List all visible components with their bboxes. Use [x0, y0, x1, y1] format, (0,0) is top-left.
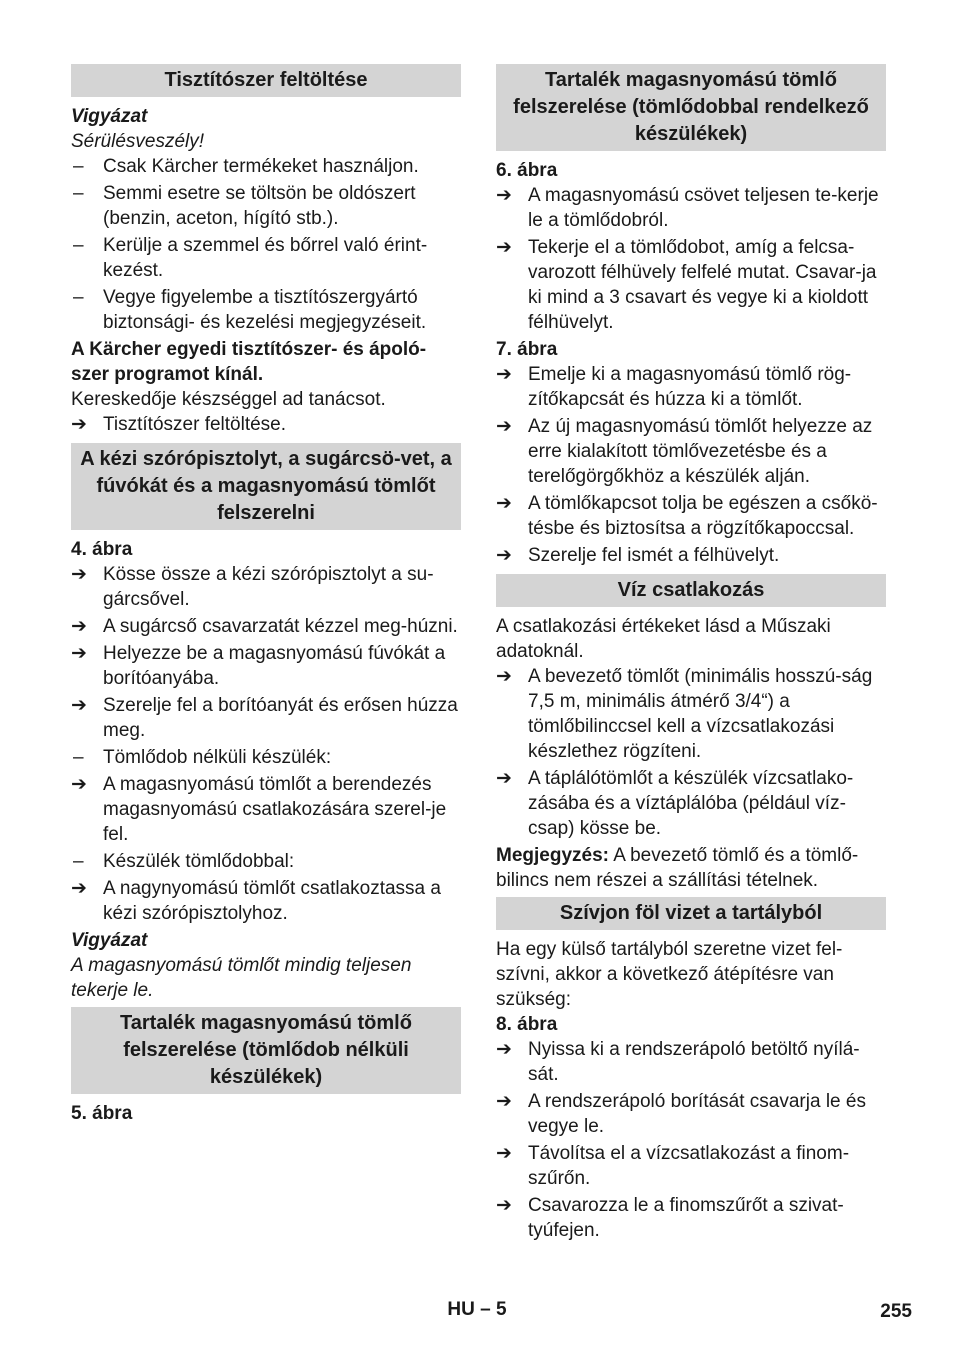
list-item: – Tömlődob nélküli készülék:	[73, 747, 332, 768]
list-item: ➔ A táplálótömlőt a készülék vízcsatlako-zásába és a víztáplálóba (például víz-csap) kösse be.	[496, 768, 854, 839]
footer-lang: HU	[447, 1299, 475, 1320]
list-item: ➔ Tekerje el a tömlődobot, amíg a felcsa-varozott félhüvely felfelé mutat. Csavar-ja ki mind a 3 csavart és vegye ki a kioldott félhüvelyt.	[496, 237, 877, 333]
dealer-advice: Kereskedője készséggel ad tanácsot.	[71, 389, 386, 410]
danger-text: Sérülésveszély!	[71, 131, 205, 152]
section-heading-spare-hose-drum: Tartalék magasnyomású tömlő felszerelése (tömlődobbal rendelkező készülékek)	[496, 64, 886, 151]
list-item: ➔ Szerelje fel a borítóanyát és erősen húzza meg.	[71, 695, 458, 741]
list-item: ➔ Tisztítószer feltöltése.	[71, 414, 287, 435]
dash-marker: –	[73, 747, 84, 768]
arrow-icon: ➔	[71, 878, 87, 899]
arrow-icon: ➔	[71, 414, 87, 435]
list-item: ➔ Emelje ki a magasnyomású tömlő rög-zítőkapcsát és húzza ki a tömlőt.	[496, 364, 852, 410]
arrow-icon: ➔	[496, 666, 512, 687]
arrow-icon: ➔	[71, 643, 87, 664]
list-item: ➔ Szerelje fel ismét a félhüvelyt.	[496, 545, 780, 566]
right-column	[496, 64, 886, 1245]
water-intro: A csatlakozási értékeket lásd a Műszaki adatoknál.	[496, 616, 831, 662]
left-column	[71, 64, 461, 1126]
dash-marker: –	[73, 183, 84, 204]
arrow-icon: ➔	[496, 237, 512, 258]
list-item: ➔ A bevezető tömlőt (minimális hosszú-ság 7,5 m, minimális átmérő 3/4“) a tömlőbilinccsel kell a vízcsatlakozási készlethez rögzíteni.	[496, 666, 873, 762]
figure-reference: 7. ábra	[496, 339, 558, 360]
dash-marker: –	[73, 156, 84, 177]
caution-label: Vigyázat	[71, 106, 148, 127]
list-item: ➔ Kösse össze a kézi szórópisztolyt a su-gárcsővel.	[71, 564, 434, 610]
arrow-icon: ➔	[496, 416, 512, 437]
arrow-icon: ➔	[71, 564, 87, 585]
list-item: ➔ A magasnyomású tömlőt a berendezés magasnyomású csatlakozására szerel-je fel.	[71, 774, 447, 845]
list-item: ➔ Csavarozza le a finomszűrőt a szivat-tyúfejen.	[496, 1195, 844, 1241]
karcher-program-note: A Kärcher egyedi tisztítószer- és ápoló-szer programot kínál.	[71, 339, 427, 385]
section-heading-water-connection: Víz csatlakozás	[496, 574, 886, 607]
tank-intro: Ha egy külső tartályból szeretne vizet fel-szívni, akkor a következő átépítésre van szükség:	[496, 939, 843, 1010]
list-item: – Semmi esetre se töltsön be oldószert (benzin, aceton, hígító stb.).	[73, 183, 416, 229]
list-item: – Vegye figyelembe a tisztítószergyártó biztonsági- és kezelési megjegyzéseit.	[73, 287, 427, 333]
section-heading-cleaning-agent: Tisztítószer feltöltése	[71, 64, 461, 97]
section-heading-assembly: A kézi szórópisztolyt, a sugárcsö-vet, a fúvókát és a magasnyomású tömlőt felszerelni	[71, 443, 461, 530]
arrow-icon: ➔	[496, 545, 512, 566]
page-number: 255	[880, 1301, 912, 1322]
list-item: ➔ A tömlőkapcsot tolja be egészen a csőkö-tésbe és biztosítsa a rögzítőkapoccsal.	[496, 493, 878, 539]
list-item: – Kerülje a szemmel és bőrrel való érint-kezést.	[73, 235, 428, 281]
list-item: ➔ A magasnyomású csövet teljesen te-kerje le a tömlődobról.	[496, 185, 879, 231]
arrow-icon: ➔	[496, 1091, 512, 1112]
arrow-icon: ➔	[496, 1039, 512, 1060]
list-item: ➔ Helyezze be a magasnyomású fúvókát a borítóanyába.	[71, 643, 446, 689]
note-label: Megjegyzés:	[496, 845, 609, 866]
list-item: ➔ A nagynyomású tömlőt csatlakoztassa a kézi szórópisztolyhoz.	[71, 878, 441, 924]
list-item: – Készülék tömlődobbal:	[73, 851, 295, 872]
arrow-icon: ➔	[496, 1143, 512, 1164]
list-item: – Csak Kärcher termékeket használjon.	[73, 156, 419, 177]
figure-reference: 5. ábra	[71, 1103, 133, 1124]
list-item: ➔ Távolítsa el a vízcsatlakozást a finom-szűrőn.	[496, 1143, 850, 1189]
arrow-icon: ➔	[496, 493, 512, 514]
arrow-icon: ➔	[496, 364, 512, 385]
caution-label: Vigyázat	[71, 930, 148, 951]
arrow-icon: ➔	[496, 1195, 512, 1216]
dash-marker: –	[73, 851, 84, 872]
arrow-icon: ➔	[496, 768, 512, 789]
figure-reference: 6. ábra	[496, 160, 558, 181]
caution-text: A magasnyomású tömlőt mindig teljesen tekerje le.	[71, 955, 412, 1001]
figure-reference: 8. ábra	[496, 1014, 558, 1035]
arrow-icon: ➔	[496, 185, 512, 206]
list-item: ➔ Az új magasnyomású tömlőt helyezze az erre kialakított tömlővezetésbe és a terelőgörgőkhöz a készülék alján.	[496, 416, 873, 487]
arrow-icon: ➔	[71, 695, 87, 716]
list-item: ➔ Nyissa ki a rendszerápoló betöltő nyílá-sát.	[496, 1039, 860, 1085]
footer-separator: –	[474, 1299, 496, 1320]
note-paragraph: Megjegyzés: A bevezető tömlő és a tömlő-bilincs nem részei a szállítási tételnek.	[496, 845, 859, 891]
dash-marker: –	[73, 235, 84, 256]
arrow-icon: ➔	[71, 774, 87, 795]
dash-marker: –	[73, 287, 84, 308]
figure-reference: 4. ábra	[71, 539, 133, 560]
footer-section-number: 5	[496, 1299, 507, 1320]
footer-section-code	[0, 1297, 954, 1322]
section-heading-spare-hose: Tartalék magasnyomású tömlő felszerelése (tömlődob nélküli készülékek)	[71, 1007, 461, 1094]
arrow-icon: ➔	[71, 616, 87, 637]
section-heading-tank: Szívjon föl vizet a tartályból	[496, 897, 886, 930]
list-item: ➔ A rendszerápoló borítását csavarja le és vegye le.	[496, 1091, 866, 1137]
list-item: ➔ A sugárcső csavarzatát kézzel meg-húzni.	[71, 616, 458, 637]
